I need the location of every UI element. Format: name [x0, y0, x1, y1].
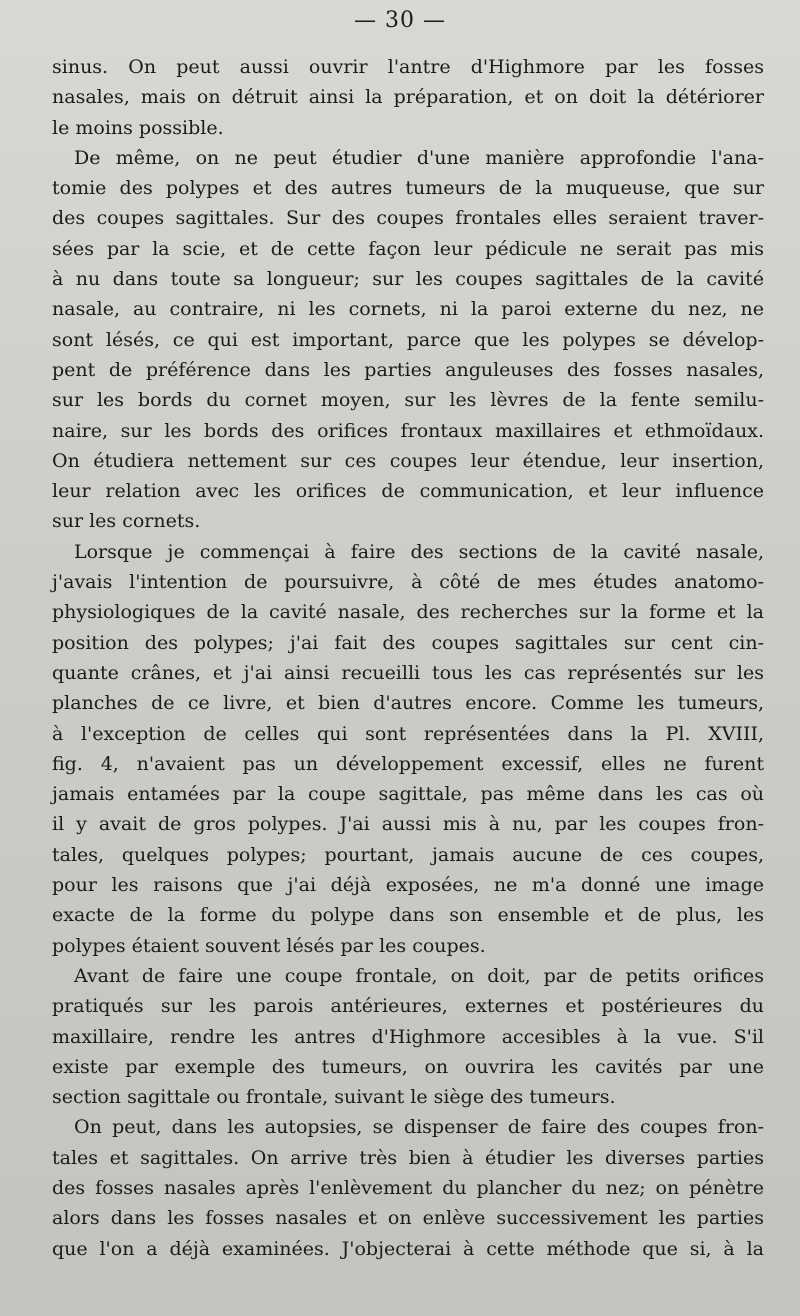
text-line: sur les bords du cornet moyen, sur les lèvres de la fente semilu-	[52, 389, 764, 412]
text-line: polypes étaient souvent lésés par les coupes.	[52, 934, 486, 957]
text-line: Lorsque je commençai à faire des sections de la cavité nasale,	[74, 540, 764, 563]
text-line: quante crânes, et j'ai ainsi recueilli tous les cas représentés sur les	[52, 661, 764, 684]
body-text	[52, 52, 764, 1264]
text-line: On peut, dans les autopsies, se dispenser de faire des coupes fron-	[74, 1116, 764, 1139]
text-line: planches de ce livre, et bien d'autres encore. Comme les tumeurs,	[52, 692, 764, 715]
text-line: le moins possible.	[52, 116, 224, 139]
text-line: On étudiera nettement sur ces coupes leur étendue, leur insertion,	[52, 449, 764, 472]
text-line: leur relation avec les orifices de communication, et leur influence	[52, 480, 764, 503]
text-line: à l'exception de celles qui sont représentées dans la Pl. XVIII,	[52, 722, 764, 745]
text-line: tales, quelques polypes; pourtant, jamais aucune de ces coupes,	[52, 843, 764, 866]
text-line: que l'on a déjà examinées. J'objecterai à cette méthode que si, à la	[52, 1237, 764, 1260]
page-number: — 30 —	[354, 8, 446, 33]
text-line: nasale, au contraire, ni les cornets, ni la paroi externe du nez, ne	[52, 298, 764, 321]
text-line: nasales, mais on détruit ainsi la préparation, et on doit la détériorer	[52, 86, 764, 109]
text-line: existe par exemple des tumeurs, on ouvrira les cavités par une	[52, 1055, 764, 1078]
text-line: des fosses nasales après l'enlèvement du plancher du nez; on pénètre	[52, 1176, 764, 1199]
text-line: des coupes sagittales. Sur des coupes frontales elles seraient traver-	[52, 207, 764, 230]
text-line: jamais entamées par la coupe sagittale, pas même dans les cas où	[52, 783, 764, 806]
text-line: Avant de faire une coupe frontale, on doit, par de petits orifices	[74, 964, 764, 987]
text-line: physiologiques de la cavité nasale, des recherches sur la forme et la	[52, 601, 764, 624]
text-line: j'avais l'intention de poursuivre, à côté de mes études anatomo-	[52, 571, 764, 594]
text-line: pent de préférence dans les parties anguleuses des fosses nasales,	[52, 358, 764, 381]
text-line: sées par la scie, et de cette façon leur pédicule ne serait pas mis	[52, 237, 764, 260]
text-line: sont lésés, ce qui est important, parce que les polypes se dévelop-	[52, 328, 764, 351]
text-line: section sagittale ou frontale, suivant le siège des tumeurs.	[52, 1086, 616, 1109]
text-line: fig. 4, n'avaient pas un développement excessif, elles ne furent	[52, 752, 764, 775]
text-line: exacte de la forme du polype dans son ensemble et de plus, les	[52, 904, 764, 927]
text-line: sinus. On peut aussi ouvrir l'antre d'Highmore par les fosses	[52, 56, 764, 78]
text-line: position des polypes; j'ai fait des coupes sagittales sur cent cin-	[52, 631, 764, 654]
text-line: alors dans les fosses nasales et on enlève successivement les parties	[52, 1207, 764, 1230]
text-line: naire, sur les bords des orifices frontaux maxillaires et ethmoïdaux.	[52, 419, 764, 442]
text-line: à nu dans toute sa longueur; sur les coupes sagittales de la cavité	[52, 268, 764, 291]
text-line: De même, on ne peut étudier d'une manière approfondie l'ana-	[74, 146, 764, 169]
text-line: pratiqués sur les parois antérieures, externes et postérieures du	[52, 995, 764, 1018]
text-line: tomie des polypes et des autres tumeurs de la muqueuse, que sur	[52, 177, 764, 200]
text-line: il y avait de gros polypes. J'ai aussi mis à nu, par les coupes fron-	[52, 813, 764, 836]
text-line: tales et sagittales. On arrive très bien à étudier les diverses parties	[52, 1146, 764, 1169]
text-line: maxillaire, rendre les antres d'Highmore accesibles à la vue. S'il	[52, 1025, 764, 1048]
text-line: pour les raisons que j'ai déjà exposées, ne m'a donné une image	[52, 874, 764, 897]
text-line: sur les cornets.	[52, 510, 201, 533]
